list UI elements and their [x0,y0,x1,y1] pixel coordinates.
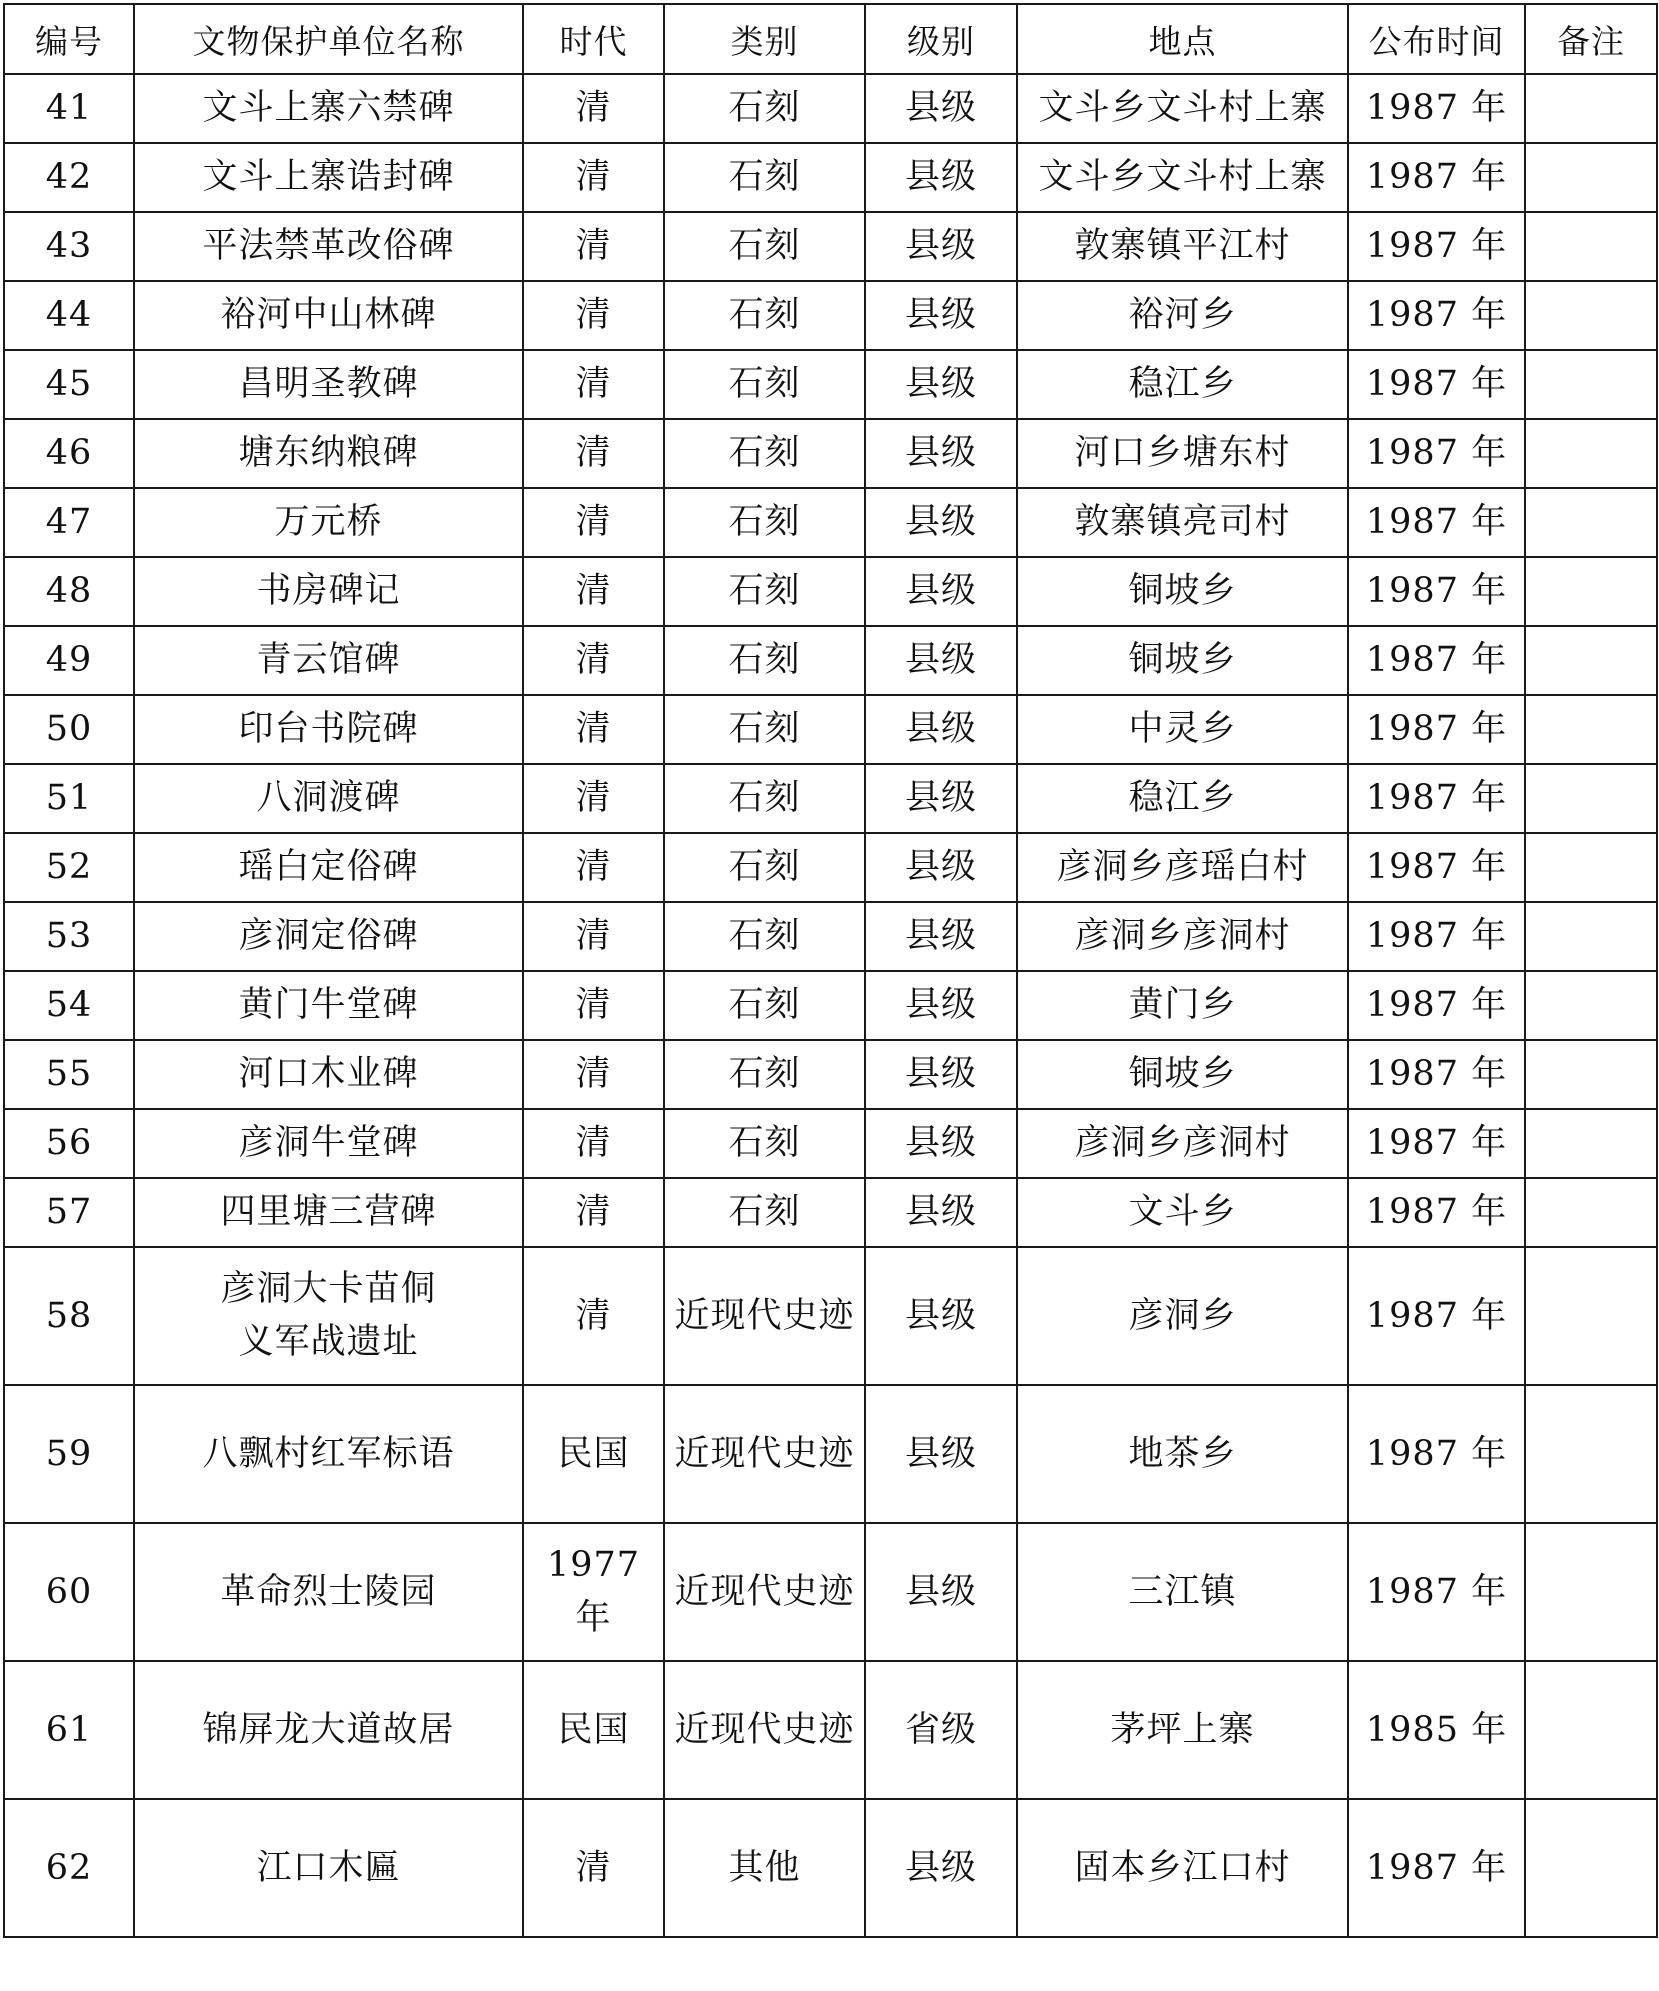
cell-published: 1985 年 [1348,1661,1525,1799]
table-row [4,764,1657,833]
cell-era: 清 [523,1040,664,1109]
cell-site-name: 八飘村红军标语 [134,1385,523,1523]
cell-note [1525,626,1657,695]
cell-note [1525,419,1657,488]
cell-site-name: 四里塘三营碑 [134,1178,523,1247]
cell-published: 1987 年 [1348,902,1525,971]
cell-site-name: 文斗上寨诰封碑 [134,143,523,212]
cell-era: 清 [523,557,664,626]
cell-category: 石刻 [664,971,865,1040]
cell-number: 53 [4,902,134,971]
cell-published: 1987 年 [1348,350,1525,419]
header-published: 公布时间 [1348,4,1525,74]
cell-note [1525,1661,1657,1799]
cell-category: 石刻 [664,419,865,488]
cell-number: 50 [4,695,134,764]
table-row [4,1109,1657,1178]
cell-level: 县级 [865,695,1017,764]
cell-site-name: 彦洞牛堂碑 [134,1109,523,1178]
cell-number: 47 [4,488,134,557]
cell-level: 县级 [865,902,1017,971]
cell-location: 地茶乡 [1017,1385,1348,1523]
cell-number: 46 [4,419,134,488]
cell-era: 清 [523,626,664,695]
cell-note [1525,1040,1657,1109]
cell-category: 石刻 [664,74,865,143]
heritage-sites-table [3,3,1658,1938]
cell-location: 彦洞乡彦瑶白村 [1017,833,1348,902]
cell-site-name: 青云馆碑 [134,626,523,695]
cell-number: 44 [4,281,134,350]
cell-era: 清 [523,212,664,281]
cell-published: 1987 年 [1348,695,1525,764]
cell-published: 1987 年 [1348,419,1525,488]
table-row [4,1178,1657,1247]
table-row [4,1523,1657,1661]
cell-category: 近现代史迹 [664,1385,865,1523]
table-row [4,1661,1657,1799]
cell-site-name: 彦洞定俗碑 [134,902,523,971]
cell-location: 中灵乡 [1017,695,1348,764]
cell-site-name: 瑶白定俗碑 [134,833,523,902]
table-row [4,833,1657,902]
cell-level: 县级 [865,419,1017,488]
cell-published: 1987 年 [1348,1385,1525,1523]
cell-level: 县级 [865,143,1017,212]
cell-location: 铜坡乡 [1017,557,1348,626]
table-row [4,971,1657,1040]
cell-era: 清 [523,1799,664,1937]
cell-era: 民国 [523,1385,664,1523]
cell-level: 县级 [865,281,1017,350]
table-row [4,350,1657,419]
header-row [4,4,1657,74]
cell-era: 清 [523,488,664,557]
cell-location: 铜坡乡 [1017,1040,1348,1109]
cell-era: 清 [523,1109,664,1178]
table-row [4,626,1657,695]
table-row [4,281,1657,350]
cell-era: 清 [523,1178,664,1247]
cell-number: 52 [4,833,134,902]
cell-site-name: 塘东纳粮碑 [134,419,523,488]
cell-published: 1987 年 [1348,626,1525,695]
cell-category: 石刻 [664,1109,865,1178]
table-row [4,143,1657,212]
cell-number: 57 [4,1178,134,1247]
cell-era: 清 [523,281,664,350]
cell-published: 1987 年 [1348,212,1525,281]
cell-published: 1987 年 [1348,1799,1525,1937]
cell-note [1525,281,1657,350]
cell-level: 县级 [865,833,1017,902]
cell-published: 1987 年 [1348,143,1525,212]
cell-number: 43 [4,212,134,281]
cell-level: 县级 [865,626,1017,695]
cell-category: 石刻 [664,143,865,212]
cell-site-name: 裕河中山林碑 [134,281,523,350]
cell-location: 文斗乡文斗村上寨 [1017,143,1348,212]
cell-category: 近现代史迹 [664,1661,865,1799]
cell-location: 稳江乡 [1017,350,1348,419]
cell-category: 石刻 [664,1178,865,1247]
cell-published: 1987 年 [1348,971,1525,1040]
cell-number: 62 [4,1799,134,1937]
cell-location: 黄门乡 [1017,971,1348,1040]
cell-level: 县级 [865,488,1017,557]
cell-location: 铜坡乡 [1017,626,1348,695]
cell-era: 民国 [523,1661,664,1799]
cell-category: 石刻 [664,350,865,419]
cell-location: 敦寨镇平江村 [1017,212,1348,281]
cell-published: 1987 年 [1348,1523,1525,1661]
cell-category: 其他 [664,1799,865,1937]
cell-era: 清 [523,764,664,833]
cell-note [1525,1178,1657,1247]
cell-note [1525,695,1657,764]
header-era: 时代 [523,4,664,74]
cell-number: 55 [4,1040,134,1109]
cell-era: 清 [523,419,664,488]
cell-level: 县级 [865,971,1017,1040]
cell-published: 1987 年 [1348,1178,1525,1247]
cell-published: 1987 年 [1348,833,1525,902]
cell-level: 县级 [865,1523,1017,1661]
header-site-name: 文物保护单位名称 [134,4,523,74]
cell-published: 1987 年 [1348,1040,1525,1109]
cell-number: 59 [4,1385,134,1523]
cell-site-name: 革命烈士陵园 [134,1523,523,1661]
cell-category: 石刻 [664,833,865,902]
cell-era: 清 [523,695,664,764]
cell-note [1525,212,1657,281]
cell-site-name: 八洞渡碑 [134,764,523,833]
cell-published: 1987 年 [1348,1247,1525,1385]
cell-level: 县级 [865,1109,1017,1178]
cell-note [1525,557,1657,626]
cell-level: 县级 [865,557,1017,626]
cell-number: 41 [4,74,134,143]
cell-site-name: 万元桥 [134,488,523,557]
cell-site-name: 昌明圣教碑 [134,350,523,419]
cell-era: 清 [523,833,664,902]
cell-location: 敦寨镇亮司村 [1017,488,1348,557]
cell-number: 49 [4,626,134,695]
cell-site-name: 河口木业碑 [134,1040,523,1109]
table-row [4,419,1657,488]
cell-era: 1977 年 [523,1523,664,1661]
cell-note [1525,350,1657,419]
table-row [4,902,1657,971]
header-location: 地点 [1017,4,1348,74]
cell-note [1525,74,1657,143]
cell-note [1525,1109,1657,1178]
cell-note [1525,902,1657,971]
table-row [4,74,1657,143]
cell-level: 县级 [865,1247,1017,1385]
cell-location: 三江镇 [1017,1523,1348,1661]
table-body [4,74,1657,1937]
cell-location: 稳江乡 [1017,764,1348,833]
cell-site-name: 印台书院碑 [134,695,523,764]
cell-number: 42 [4,143,134,212]
cell-note [1525,1523,1657,1661]
header-note: 备注 [1525,4,1657,74]
cell-number: 61 [4,1661,134,1799]
cell-category: 石刻 [664,695,865,764]
table-row [4,1799,1657,1937]
cell-location: 河口乡塘东村 [1017,419,1348,488]
cell-site-name: 文斗上寨六禁碑 [134,74,523,143]
table-row [4,1040,1657,1109]
cell-category: 石刻 [664,902,865,971]
cell-note [1525,833,1657,902]
cell-era: 清 [523,902,664,971]
cell-note [1525,1247,1657,1385]
header-level: 级别 [865,4,1017,74]
cell-site-name: 黄门牛堂碑 [134,971,523,1040]
table-row [4,1385,1657,1523]
table-row [4,488,1657,557]
cell-note [1525,143,1657,212]
cell-note [1525,1385,1657,1523]
cell-category: 近现代史迹 [664,1523,865,1661]
cell-era: 清 [523,1247,664,1385]
cell-note [1525,764,1657,833]
cell-category: 近现代史迹 [664,1247,865,1385]
cell-location: 彦洞乡 [1017,1247,1348,1385]
cell-level: 县级 [865,1040,1017,1109]
table-row [4,212,1657,281]
cell-location: 文斗乡文斗村上寨 [1017,74,1348,143]
cell-location: 彦洞乡彦洞村 [1017,902,1348,971]
cell-category: 石刻 [664,488,865,557]
cell-number: 58 [4,1247,134,1385]
cell-note [1525,488,1657,557]
table-row [4,1247,1657,1385]
header-category: 类别 [664,4,865,74]
cell-level: 县级 [865,212,1017,281]
cell-level: 县级 [865,1178,1017,1247]
cell-location: 茅坪上寨 [1017,1661,1348,1799]
cell-level: 县级 [865,1799,1017,1937]
cell-level: 省级 [865,1661,1017,1799]
cell-location: 文斗乡 [1017,1178,1348,1247]
cell-number: 60 [4,1523,134,1661]
cell-level: 县级 [865,764,1017,833]
cell-category: 石刻 [664,1040,865,1109]
cell-level: 县级 [865,350,1017,419]
cell-published: 1987 年 [1348,557,1525,626]
cell-level: 县级 [865,74,1017,143]
cell-category: 石刻 [664,281,865,350]
cell-published: 1987 年 [1348,764,1525,833]
cell-published: 1987 年 [1348,1109,1525,1178]
cell-era: 清 [523,971,664,1040]
cell-note [1525,971,1657,1040]
cell-number: 48 [4,557,134,626]
cell-category: 石刻 [664,626,865,695]
cell-note [1525,1799,1657,1937]
cell-location: 裕河乡 [1017,281,1348,350]
cell-site-name: 平法禁革改俗碑 [134,212,523,281]
cell-site-name: 书房碑记 [134,557,523,626]
cell-published: 1987 年 [1348,488,1525,557]
header-number: 编号 [4,4,134,74]
table-row [4,557,1657,626]
cell-site-name: 江口木匾 [134,1799,523,1937]
cell-site-name: 锦屏龙大道故居 [134,1661,523,1799]
cell-era: 清 [523,74,664,143]
cell-number: 54 [4,971,134,1040]
cell-number: 56 [4,1109,134,1178]
cell-level: 县级 [865,1385,1017,1523]
cell-location: 固本乡江口村 [1017,1799,1348,1937]
cell-era: 清 [523,350,664,419]
cell-era: 清 [523,143,664,212]
cell-category: 石刻 [664,212,865,281]
cell-published: 1987 年 [1348,281,1525,350]
cell-number: 45 [4,350,134,419]
cell-category: 石刻 [664,764,865,833]
cell-number: 51 [4,764,134,833]
cell-category: 石刻 [664,557,865,626]
cell-location: 彦洞乡彦洞村 [1017,1109,1348,1178]
table-header [4,4,1657,74]
cell-site-name: 彦洞大卡苗侗 义军战遗址 [134,1247,523,1385]
cell-published: 1987 年 [1348,74,1525,143]
table-row [4,695,1657,764]
